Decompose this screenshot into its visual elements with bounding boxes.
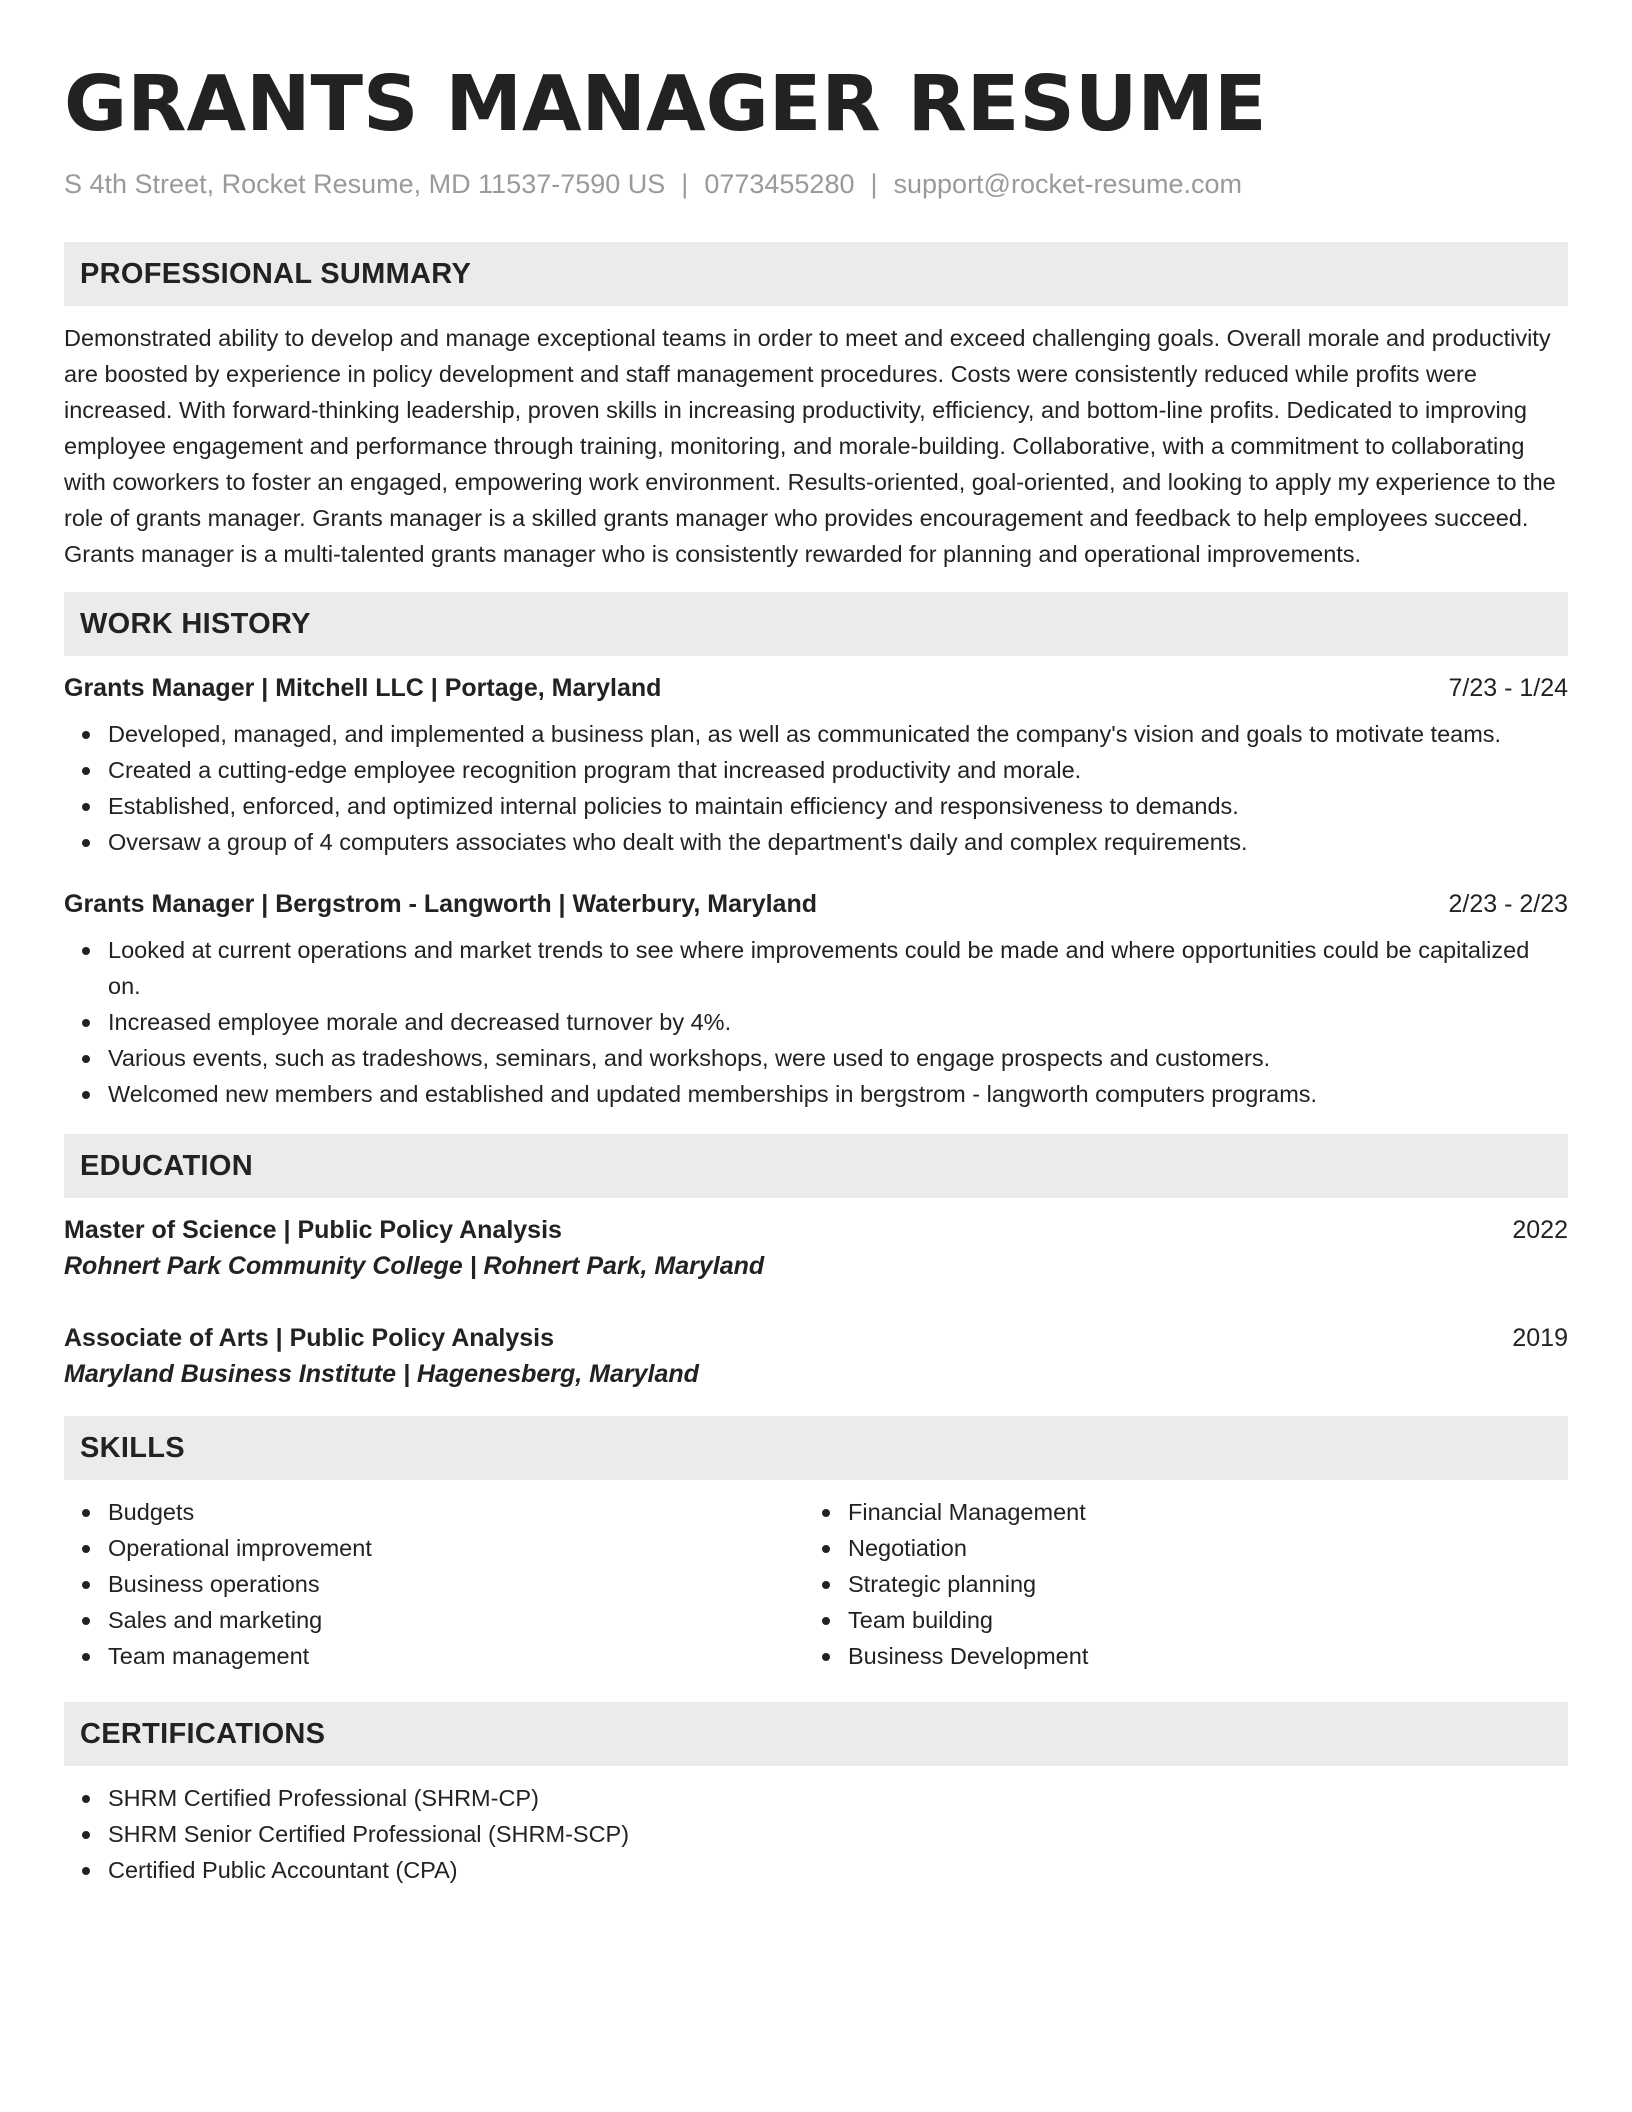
skills-column-right (804, 1494, 1544, 1674)
education-entry (64, 1320, 1568, 1392)
education-degree: Master of Science | Public Policy Analysis (64, 1216, 562, 1244)
job-bullet: Established, enforced, and optimized internal policies to maintain efficiency and responsiveness to demands. (108, 788, 1568, 824)
skills-column-left (64, 1494, 804, 1674)
education-entry (64, 1212, 1568, 1284)
section-heading-education: EDUCATION (64, 1134, 1568, 1198)
contact-separator: | (870, 169, 878, 199)
education-school: Maryland Business Institute | Hagenesberg, Maryland (64, 1360, 699, 1388)
job-bullet: Created a cutting-edge employee recognition program that increased productivity and morale. (108, 752, 1568, 788)
job-dates: 2/23 - 2/23 (1448, 890, 1568, 918)
section-heading-certifications: CERTIFICATIONS (64, 1702, 1568, 1766)
job-bullets (64, 716, 1568, 860)
skill-item: Team building (848, 1602, 1544, 1638)
job-bullet: Increased employee morale and decreased turnover by 4%. (108, 1004, 1568, 1040)
section-heading-work-history: WORK HISTORY (64, 592, 1568, 656)
resume-title: GRANTS MANAGER RESUME (64, 60, 1267, 149)
education-header (64, 1320, 1568, 1356)
job-bullets (64, 932, 1568, 1112)
job-bullet: Various events, such as tradeshows, seminars, and workshops, were used to engage prospects and customers. (108, 1040, 1568, 1076)
education-degree: Associate of Arts | Public Policy Analysis (64, 1324, 555, 1352)
contact-separator: | (681, 169, 689, 199)
certification-item: Certified Public Accountant (CPA) (108, 1852, 1568, 1888)
skill-item: Budgets (108, 1494, 804, 1530)
certification-item: SHRM Senior Certified Professional (SHRM-SCP) (108, 1816, 1568, 1852)
summary-text: Demonstrated ability to develop and manage exceptional teams in order to meet and exceed challenging goals. Overall morale and productivity are boosted by experience in policy development and staff management procedures. Costs were consistently reduced while profits were increased. With forward-thinking leadership, proven skills in increasing productivity, efficiency, and bottom-line profits. Dedicated to improving employee engagement and performance through training, monitoring, and morale-building. Collaborative, with a commitment to collaborating with coworkers to foster an engaged, empowering work environment. Results-oriented, goal-oriented, and looking to apply my experience to the role of grants manager. Grants manager is a skilled grants manager who provides encouragement and feedback to help employees succeed. Grants manager is a multi-talented grants manager who is consistently rewarded for planning and operational improvements. (64, 325, 1556, 567)
job-bullet: Developed, managed, and implemented a business plan, as well as communicated the company's vision and goals to motivate teams. (108, 716, 1568, 752)
education-school: Rohnert Park Community College | Rohnert Park, Maryland (64, 1252, 765, 1280)
job-dates: 7/23 - 1/24 (1448, 674, 1568, 702)
skills-bullets (804, 1494, 1544, 1674)
certifications-list (64, 1780, 1568, 1888)
contact-line (64, 166, 1568, 202)
contact-phone: 0773455280 (704, 169, 855, 199)
job-entry (64, 670, 1568, 860)
job-bullet: Welcomed new members and established and updated memberships in bergstrom - langworth computers programs. (108, 1076, 1568, 1112)
contact-address: S 4th Street, Rocket Resume, MD 11537-7590 US (64, 169, 666, 199)
education-year: 2022 (1512, 1216, 1568, 1244)
education-year: 2019 (1512, 1324, 1568, 1352)
job-entry (64, 886, 1568, 1112)
skill-item: Financial Management (848, 1494, 1544, 1530)
job-header (64, 886, 1568, 922)
job-bullet: Looked at current operations and market trends to see where improvements could be made and where opportunities could be capitalized on. (108, 932, 1568, 1004)
section-heading-summary: PROFESSIONAL SUMMARY (64, 242, 1568, 306)
skill-item: Operational improvement (108, 1530, 804, 1566)
job-title: Grants Manager | Bergstrom - Langworth | Waterbury, Maryland (64, 890, 817, 918)
job-title: Grants Manager | Mitchell LLC | Portage, Maryland (64, 674, 662, 702)
education-header (64, 1212, 1568, 1248)
skill-item: Strategic planning (848, 1566, 1544, 1602)
skill-item: Negotiation (848, 1530, 1544, 1566)
job-header (64, 670, 1568, 706)
skills-list (64, 1494, 1568, 1674)
contact-email: support@rocket-resume.com (893, 169, 1243, 199)
certification-item: SHRM Certified Professional (SHRM-CP) (108, 1780, 1568, 1816)
job-bullet: Oversaw a group of 4 computers associates who dealt with the department's daily and complex requirements. (108, 824, 1568, 860)
skill-item: Team management (108, 1638, 804, 1674)
skills-bullets (64, 1494, 804, 1674)
section-heading-skills: SKILLS (64, 1416, 1568, 1480)
skill-item: Business Development (848, 1638, 1544, 1674)
skill-item: Business operations (108, 1566, 804, 1602)
skill-item: Sales and marketing (108, 1602, 804, 1638)
